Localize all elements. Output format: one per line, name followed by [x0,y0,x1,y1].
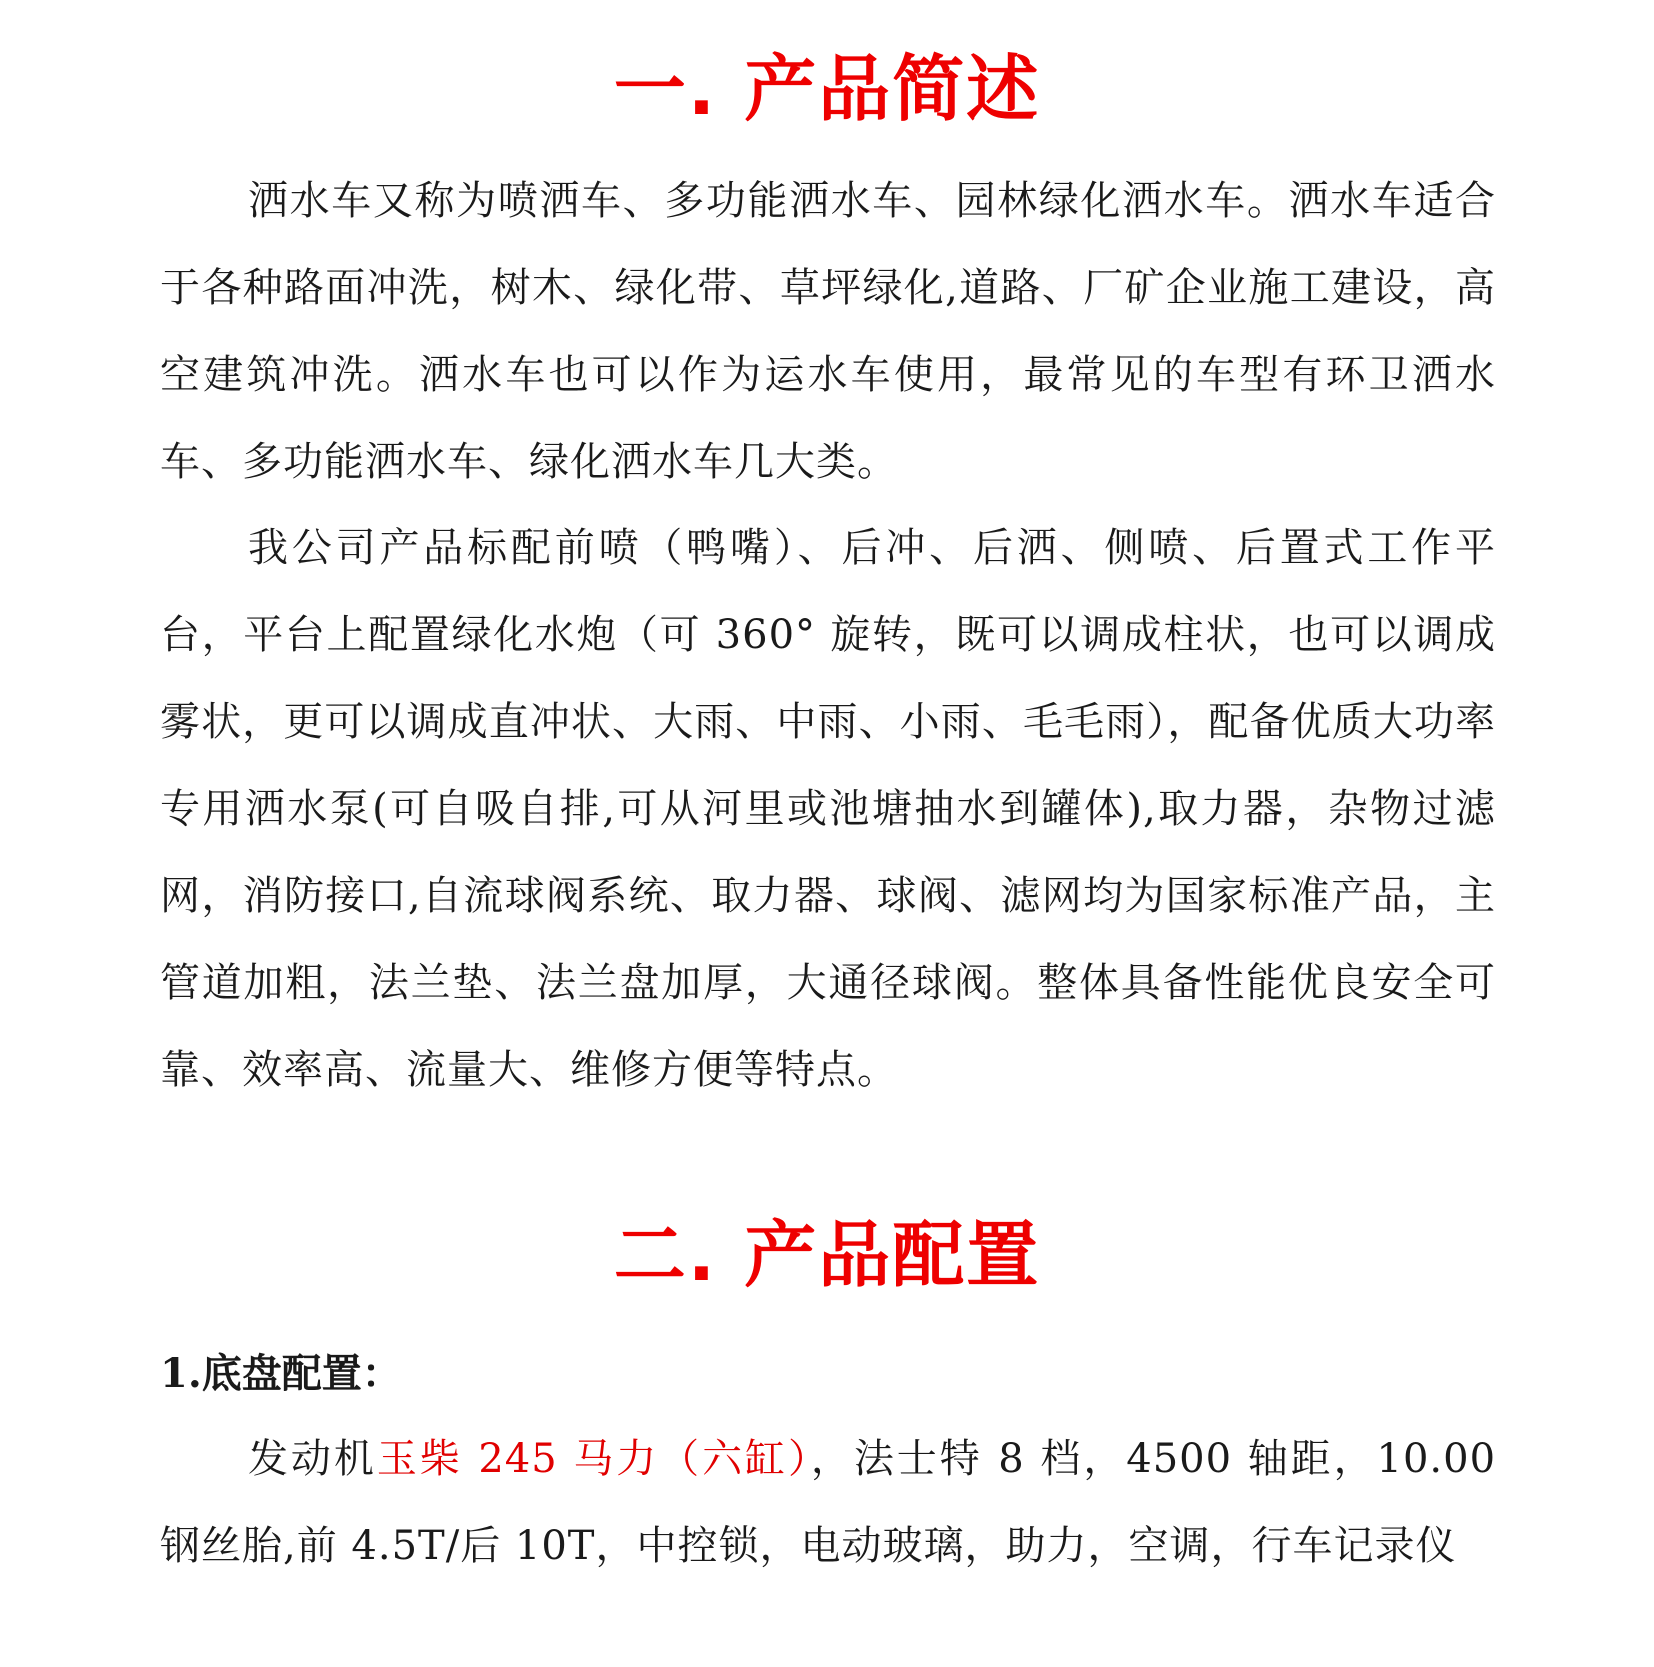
chassis-engine-prefix: 发动机 [248,1436,377,1482]
section-title-product-configuration: 二. 产品配置 [613,1213,1041,1297]
chassis-engine-highlight: 玉柴 245 马力（六缸） [376,1436,811,1482]
subsection-title-chassis: 1.底盘配置： [160,1350,402,1397]
chassis-configuration-paragraph [160,1416,1496,1590]
section-title-product-overview: 一. 产品简述 [613,47,1041,131]
chassis-spec-text: ，法士特 8 档，4500 轴距，10.00 钢丝胎,前 4.5T/后 10T，中控锁，电动玻璃，助力，空调，行车记录仪 [160,1436,1497,1569]
overview-paragraph-2: 我公司产品标配前喷（鸭嘴）、后冲、后洒、侧喷、后置式工作平台，平台上配置绿化水炮（可 360° 旋转，既可以调成柱状，也可以调成雾状，更可以调成直冲状、大雨、中雨、小雨、毛毛雨），配备优质大功率专用洒水泵(可自吸自排,可从河里或池塘抽水到罐体),取力器，杂物过滤网，消防接口,自流球阀系统、取力器、球阀、滤网均为国家标准产品，主管道加粗，法兰垫、法兰盘加厚，大通径球阀。整体具备性能优良安全可靠、效率高、流量大、维修方便等特点。 [160,525,1496,1093]
overview-paragraph-1: 洒水车又称为喷洒车、多功能洒水车、园林绿化洒水车。洒水车适合于各种路面冲洗，树木、绿化带、草坪绿化,道路、厂矿企业施工建设，高空建筑冲洗。洒水车也可以作为运水车使用，最常见的车型有环卫洒水车、多功能洒水车、绿化洒水车几大类。 [160,178,1496,485]
